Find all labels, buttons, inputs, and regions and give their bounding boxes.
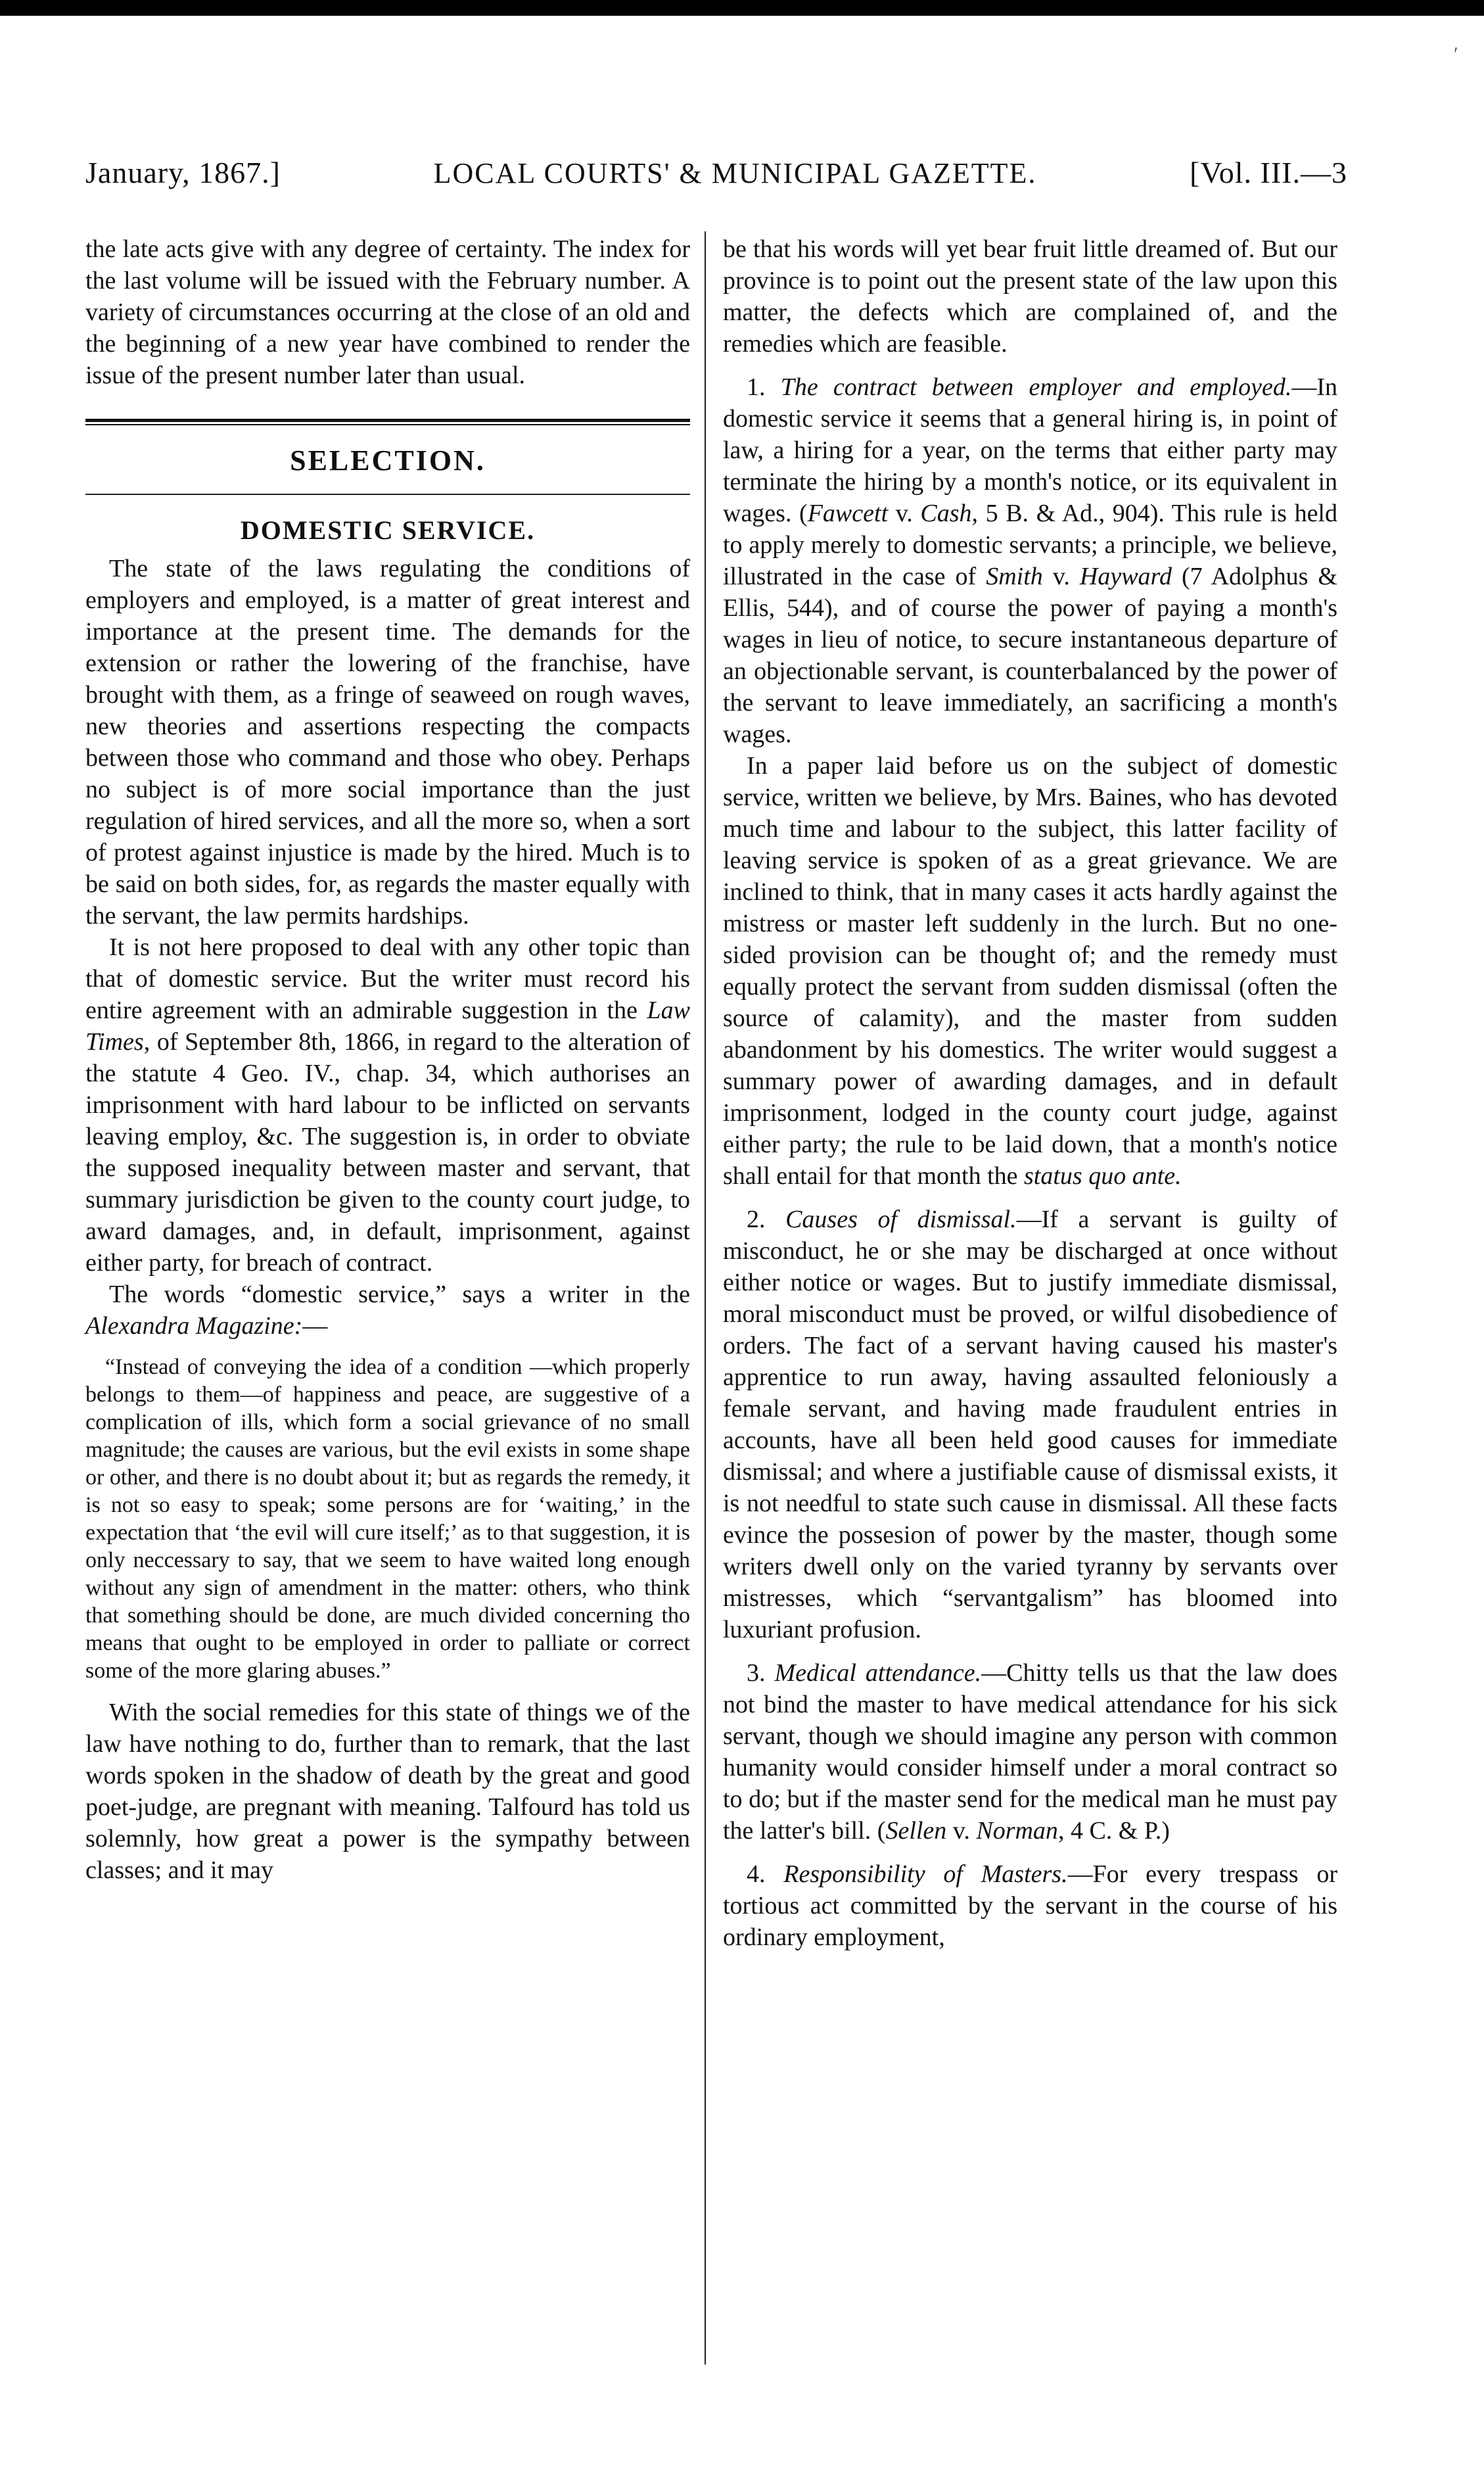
publication-name: Law Times: [85, 997, 691, 1056]
continued-paragraph: be that his words will yet bear fruit little dreamed of. But our province is to point out the present state of the law upon this matter, the defects which are complained of, and the remedies which are feasible.: [723, 235, 1337, 358]
paragraph-text: —In domestic service it seems that a general hiring is, in point of law, a hiring for a year, on the terms that either party may terminate the hiring by a month's notice, or its equivalent in wages. (: [723, 373, 1337, 527]
running-header: [85, 155, 1347, 202]
article-title: DOMESTIC SERVICE.: [240, 515, 536, 545]
publication-name: Alexandra Magazine:: [85, 1312, 303, 1340]
section-heading: Responsibility of Masters.: [783, 1860, 1068, 1888]
case-name: Norman: [976, 1817, 1058, 1845]
article-paragraph-1: The state of the laws regulating the conditions of employers and employed, is a matter of great interest and importance at the present time. The demands for the extension or rather the lowering of the franchise, have brought with them, as a fringe of seaweed on rough waves, new theories and assertions respecting the compacts between those who command and those who obey. Perhaps no subject is of more social importance than the just regulation of hired services, and all the more so, when a sort of protest against injustice is made by the hired. Much is to be said on both sides, for, as regards the master equally with the servant, the law permits hardships.: [85, 555, 690, 930]
section-heading: Medical attendance.: [774, 1659, 982, 1687]
latin-phrase: status quo ante.: [1024, 1162, 1182, 1190]
section-rule-thin: [85, 494, 690, 495]
left-column: [85, 233, 690, 1886]
versus: v.: [888, 500, 921, 527]
intro-paragraph: the late acts give with any degree of certainty. The index for the last volume will be issued with the February number. A variety of circumstances occurring at the close of an old and the beginning of a new year have combined to render the issue of the present number later than usual.: [85, 235, 690, 389]
section-number: 3.: [747, 1659, 766, 1687]
column-divider: [705, 231, 706, 2365]
section-1: [723, 371, 1337, 750]
paragraph-mrs-baines: [723, 750, 1337, 1192]
case-name: Cash: [920, 500, 972, 527]
paragraph-text: In a paper laid before us on the subject of domestic service, written we believe, by Mrs. Baines, who has devoted much time and labour to the subject, this latter facility of leaving service is spoken of as a great grievance. We are inclined to think, that in many cases it acts hardly against the mistress or master left suddenly in the lurch. But no one-sided provision can be thought of; and the remedy must equally protect the servant from sudden dismissal (often the source of calamity), and the master from sudden abandonment by his domestics. The writer would suggest a summary power of awarding damages, and in default imprisonment, lodged in the county court judge, against either party; the rule to be laid down, that a month's notice shall entail for that month the: [723, 752, 1337, 1190]
header-volume: [Vol. III.—3: [1190, 156, 1347, 189]
case-name: Hayward: [1079, 563, 1172, 590]
paragraph-text: —If a servant is guilty of misconduct, he or she may be discharged at once without either notice or wages. But to justify immediate dismissal, moral misconduct must be proved, or wilful disobedience of orders. The fact of a servant having caused his master's apprentice to run away, having assaulted feloniously a female servant, and having made fraudulent entries in accounts, have all been held good causes for immediate dismissal; and where a justifiable cause of dismissal exists, it is not needful to state such cause in dismissal. All these facts evince the possesion of power by the master, though some writers dwell only on the varied tyranny by servants over mistresses, which “servantgalism” has bloomed into luxuriant profusion.: [723, 1206, 1338, 1643]
corner-mark: ′: [1454, 43, 1458, 65]
paragraph-text: , 4 C. & P.): [1057, 1817, 1170, 1845]
section-2: [723, 1204, 1337, 1645]
case-name: Fawcett: [807, 500, 889, 527]
paragraph-text: , 5 B. & Ad., 904). This rule is held to apply merely to domestic servants; a principle, we believe, illustrated in the case of: [723, 500, 1337, 590]
section-number: 4.: [747, 1860, 766, 1888]
versus: v.: [946, 1817, 977, 1845]
paragraph-text: —For every trespass or tortious act committed by the servant in the course of his ordinary employment,: [723, 1860, 1338, 1951]
right-column: [723, 233, 1337, 1953]
article-paragraph-4: With the social remedies for this state of things we of the law have nothing to do, further than to remark, that the last words spoken in the shadow of death by the great and good poet-judge, are pregnant with meaning. Talfourd has told us solemnly, how great a power is the sympathy between classes; and it may: [85, 1699, 690, 1884]
paragraph-text: The words “domestic service,” says a writer in the: [109, 1281, 690, 1308]
paragraph-text: It is not here proposed to deal with any other topic than that of domestic service. But the writer must record his entire agreement with an admirable suggestion in the: [85, 933, 690, 1024]
paragraph-text: —Chitty tells us that the law does not bind the master to have medical attendance for his sick servant, though we should imagine any person with common humanity would consider himself under a moral contract so to do; but if the master send for the medical man he must pay the latter's bill. (: [723, 1659, 1338, 1845]
block-quote: [85, 1354, 690, 1685]
section-title: SELECTION.: [290, 444, 486, 477]
scan-top-edge: [0, 0, 1484, 16]
section-number: 1.: [747, 373, 766, 401]
section-heading: The contract between employer and employed.: [780, 373, 1292, 401]
section-number: 2.: [747, 1206, 766, 1233]
article-paragraph-2: [85, 931, 690, 1279]
paragraph-text: (7 Adolphus & Ellis, 544), and of course the power of paying a month's wages in lieu of notice, to secure instantaneous departure of an objectionable servant, is counterbalanced by the power of the servant to leave immediately, an sacrificing a month's wages.: [723, 563, 1337, 748]
article-paragraph-3: [85, 1279, 690, 1342]
case-name: Sellen: [885, 1817, 947, 1845]
quote-text: “Instead of conveying the idea of a condition —which properly belongs to them—of happiness and peace, are suggestive of a complication of ills, which form a social grievance of no small magnitude; the causes are various, but the evil exists in some shape or other, and there is no doubt about it; but as regards the remedy, it is not so easy to speak; some persons are for ‘waiting,’ in the expectation that ‘the evil will cure itself;’ as to that suggestion, it is only neccessary to say, that we seem to have waited long enough without any sign of amendment in the matter: others, who think that something should be done, are much divided concerning tho means that ought to be employed in order to palliate or correct some of the more glaring abuses.”: [85, 1355, 690, 1683]
section-3: [723, 1657, 1337, 1847]
header-title: LOCAL COURTS' & MUNICIPAL GAZETTE.: [433, 157, 1037, 189]
section-rule-thick: [85, 419, 690, 425]
section-4: [723, 1858, 1337, 1953]
section-heading: Causes of dismissal.: [785, 1206, 1017, 1233]
versus: v.: [1042, 563, 1080, 590]
paragraph-text: , of September 8th, 1866, in regard to the alteration of the statute 4 Geo. IV., chap. 34, which authorises an imprisonment with hard labour to be inflicted on servants leaving employ, &c. The suggestion is, in order to obviate the supposed inequality between master and servant, that summary jurisdiction be given to the county court judge, to award damages, and, in default, imprisonment, against either party, for breach of contract.: [85, 1028, 690, 1277]
case-name: Smith: [986, 563, 1043, 590]
header-date: January, 1867.]: [85, 156, 281, 189]
paragraph-text: —: [302, 1312, 328, 1340]
